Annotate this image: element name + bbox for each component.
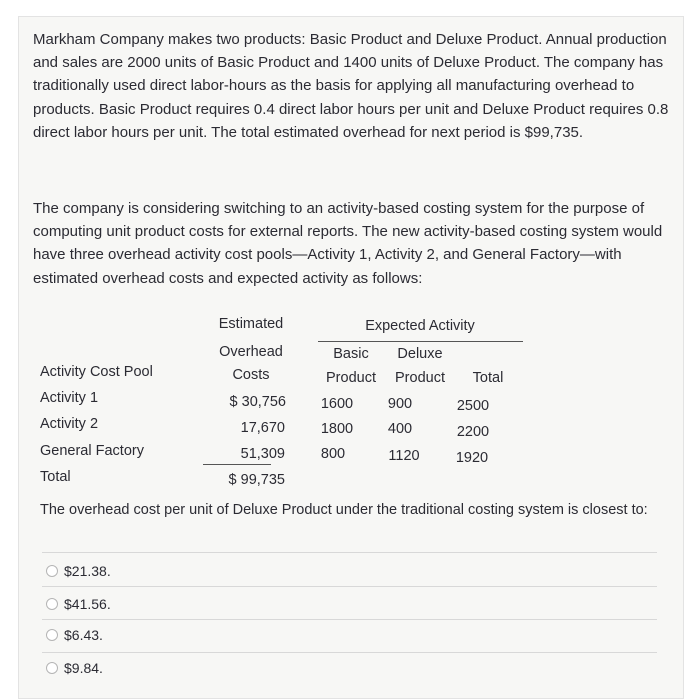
header-deluxe: Deluxe xyxy=(397,346,443,362)
answer-option-3[interactable] xyxy=(46,627,103,643)
radio-button-icon[interactable] xyxy=(46,598,58,610)
row-2-pool: Activity 2 xyxy=(40,416,99,432)
header-expected-activity: Expected Activity xyxy=(365,318,475,334)
answer-option-2-label: $41.56. xyxy=(64,596,111,612)
row-2-total: 2200 xyxy=(456,424,490,440)
row-3-cost: 51,309 xyxy=(240,446,285,462)
expected-activity-underline xyxy=(318,341,523,342)
radio-button-icon[interactable] xyxy=(46,629,58,641)
header-overhead: Overhead xyxy=(219,344,283,360)
answer-option-1-label: $21.38. xyxy=(64,563,111,579)
option-divider xyxy=(42,619,657,620)
option-divider xyxy=(42,652,657,653)
question-text: The overhead cost per unit of Deluxe Product under the traditional costing system is closest to: xyxy=(40,502,648,518)
row-1-total: 2500 xyxy=(456,398,490,414)
row-1-basic: 1600 xyxy=(320,396,354,412)
answer-option-4[interactable] xyxy=(46,660,103,676)
row-2-deluxe: 400 xyxy=(387,421,413,437)
total-cost: $ 99,735 xyxy=(228,472,285,488)
intro-paragraph-2: The company is considering switching to an activity-based costing system for the purpose of computing unit product costs for external reports. The new activity-based costing system would have three overhead activity cost pools—Activity 1, Activity 2, and General Factory—with estimated overhead costs and expected activity as follows: xyxy=(33,200,663,287)
header-basic-product: Product xyxy=(326,370,376,386)
row-1-cost: $ 30,756 xyxy=(229,394,286,410)
header-deluxe-product: Product xyxy=(395,370,445,386)
header-activity-cost-pool: Activity Cost Pool xyxy=(40,364,153,380)
total-label: Total xyxy=(40,469,71,485)
row-2-basic: 1800 xyxy=(320,421,354,437)
answer-option-2[interactable] xyxy=(46,596,111,612)
option-divider xyxy=(42,552,657,553)
header-basic: Basic xyxy=(333,346,369,362)
answer-option-4-label: $9.84. xyxy=(64,660,103,676)
answer-option-1[interactable] xyxy=(46,563,111,579)
header-total: Total xyxy=(472,370,504,386)
row-3-deluxe: 1120 xyxy=(388,448,420,464)
answer-option-3-label: $6.43. xyxy=(64,627,103,643)
row-3-total: 1920 xyxy=(455,450,489,466)
row-1-pool: Activity 1 xyxy=(40,390,99,406)
radio-button-icon[interactable] xyxy=(46,662,58,674)
option-divider xyxy=(42,586,657,587)
intro-paragraph-1: Markham Company makes two products: Basic Product and Deluxe Product. Annual production and sales are 2000 units of Basic Product and 1400 units of Deluxe Product. The company has traditionally used direct labor-hours as the basis for applying all manufacturing overhead to products. Basic Product requires 0.4 direct labor hours per unit and Deluxe Product requires 0.8 direct labor hours per unit. The total estimated overhead for next period is $99,735. xyxy=(33,31,669,141)
row-2-cost: 17,670 xyxy=(240,420,285,436)
row-3-pool: General Factory xyxy=(40,443,144,459)
header-costs: Costs xyxy=(232,367,270,383)
row-1-deluxe: 900 xyxy=(387,396,413,412)
total-rule xyxy=(203,464,271,465)
radio-button-icon[interactable] xyxy=(46,565,58,577)
row-3-basic: 800 xyxy=(320,446,346,462)
header-estimated: Estimated xyxy=(218,316,284,332)
